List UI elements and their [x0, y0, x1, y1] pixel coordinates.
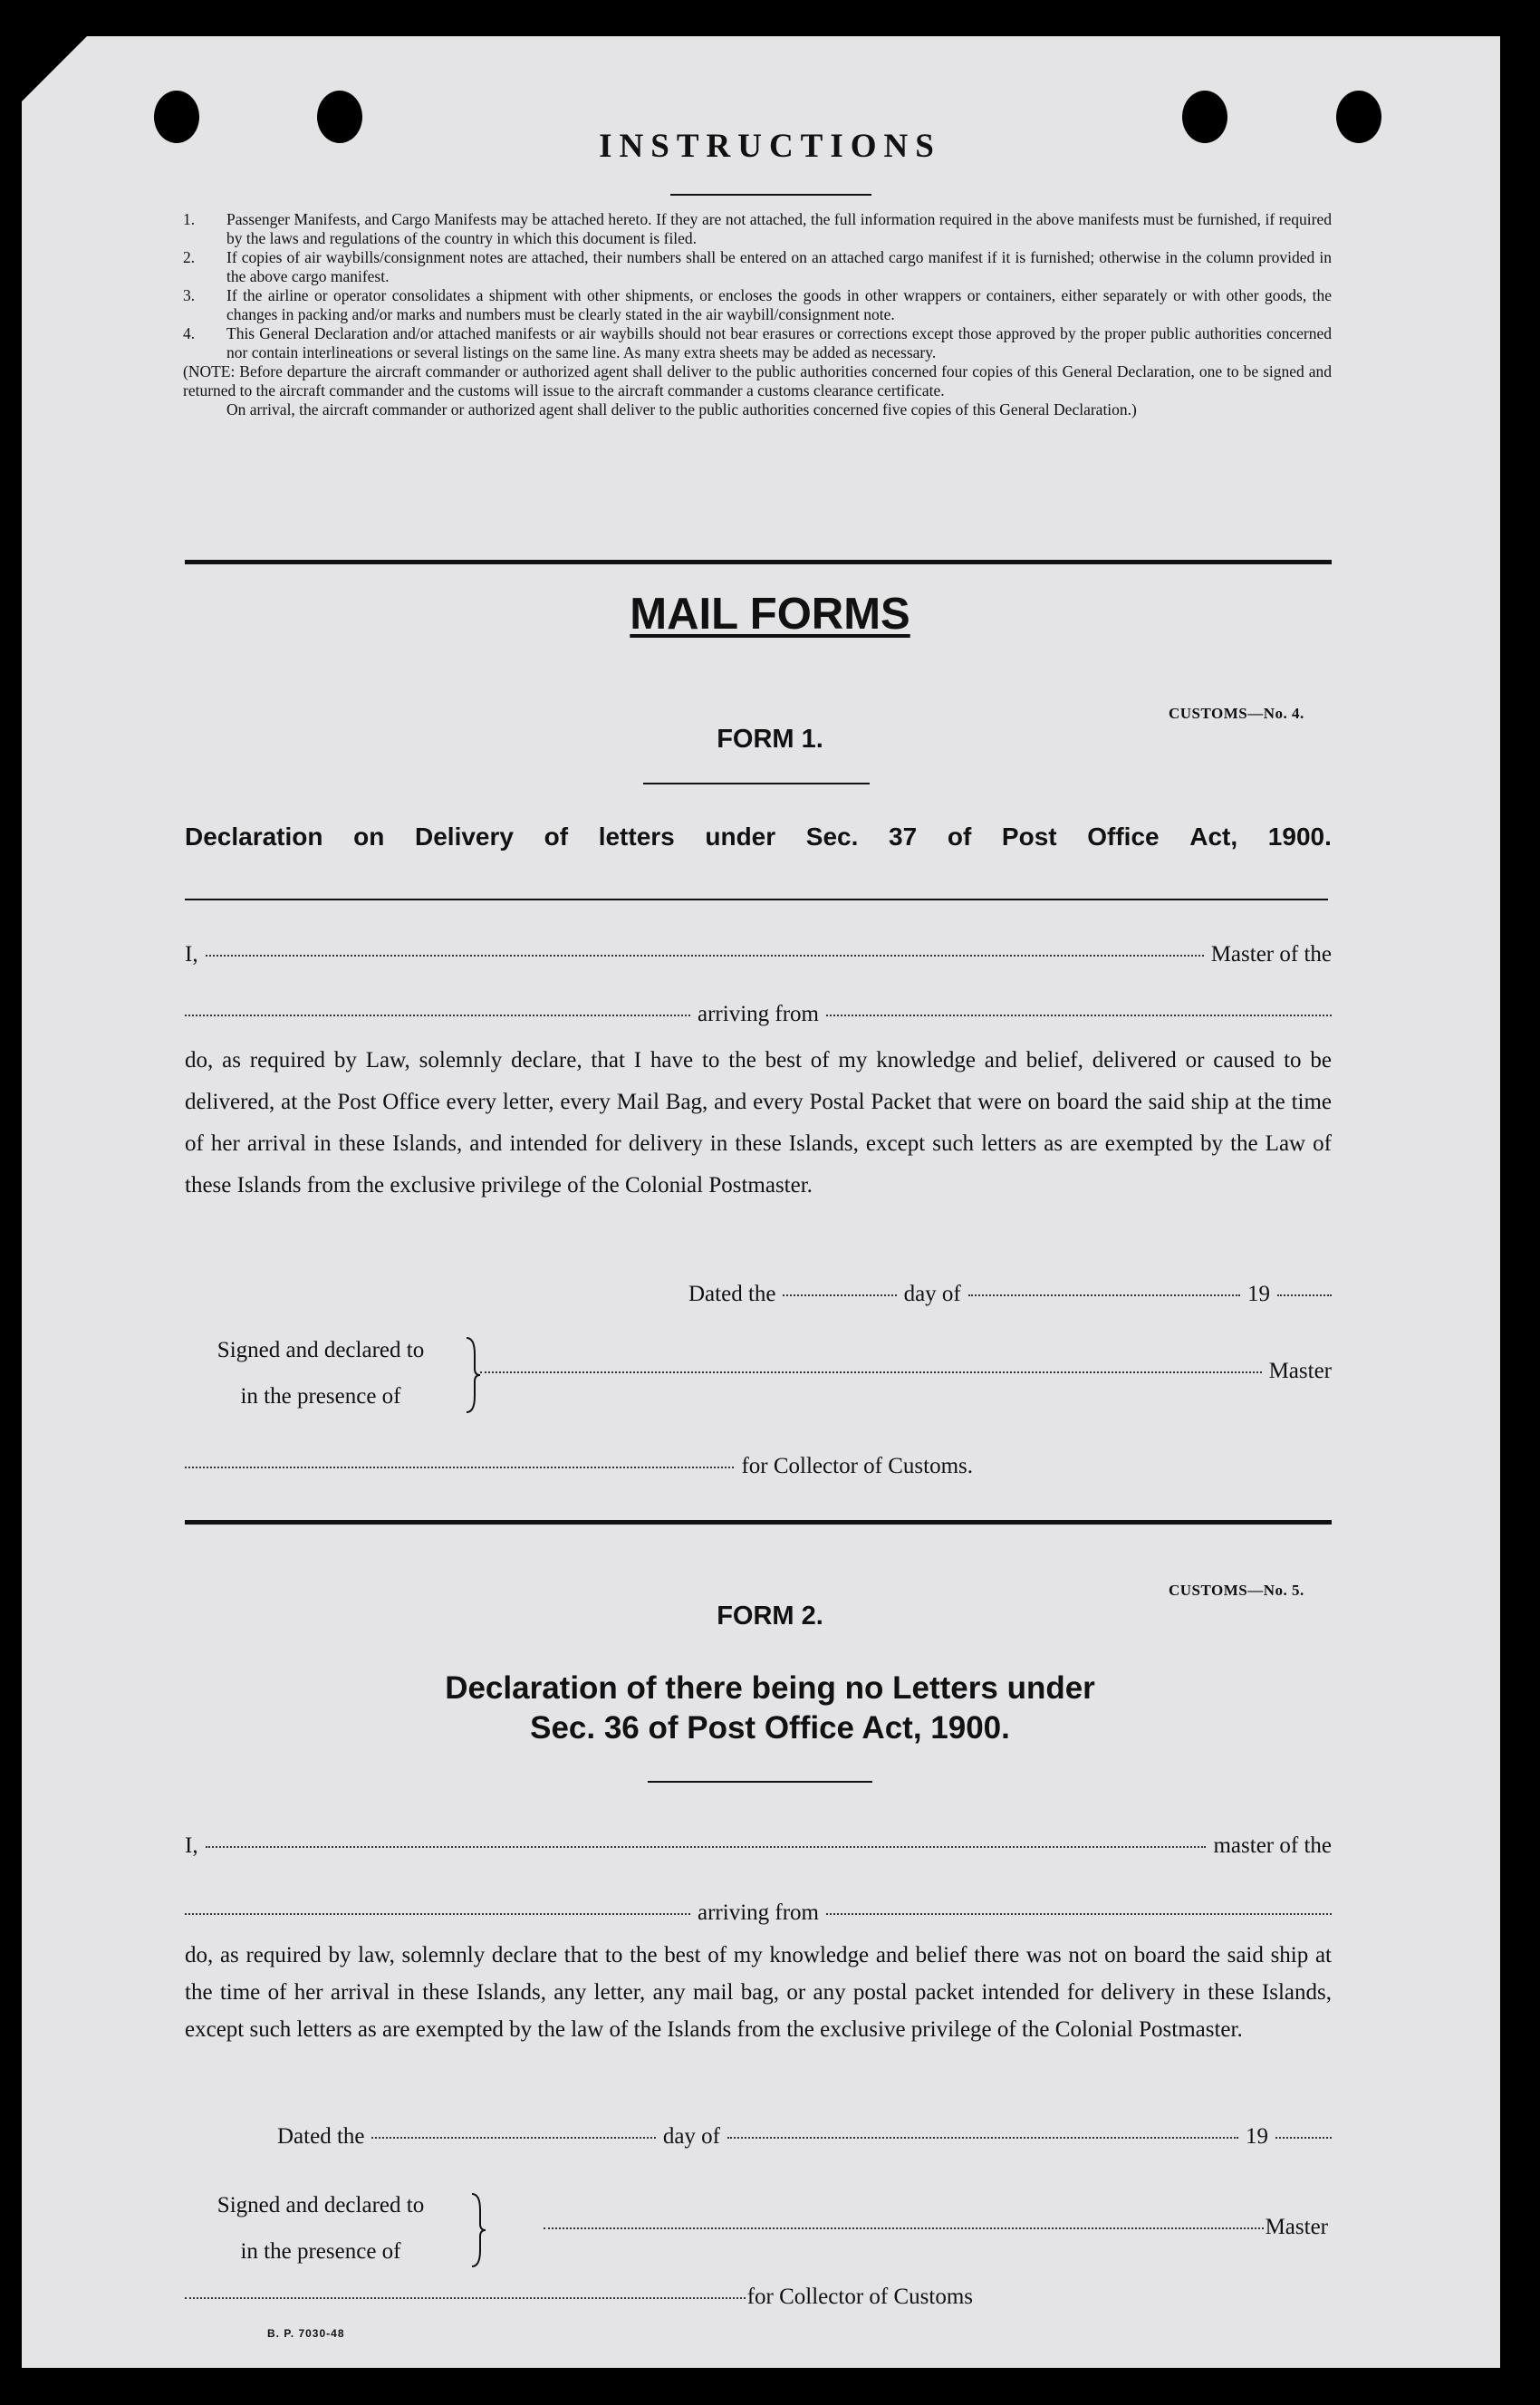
form1-master-label: Master — [1268, 1359, 1332, 1383]
form1-title: FORM 1. — [717, 725, 823, 754]
form2-presence-label: in the presence of — [240, 2239, 401, 2264]
form1-line1-start: I, — [185, 942, 198, 967]
form1-dated-label: Dated the — [688, 1282, 776, 1306]
form1-signed-block — [185, 1327, 457, 1419]
form2-title-underline — [648, 1781, 872, 1783]
form1-declaration-word: Delivery — [415, 823, 514, 851]
form1-declaration-word: Post — [1001, 823, 1057, 851]
footer-form-code: B. P. 7030-48 — [267, 2327, 345, 2340]
form1-arriving-label: arriving from — [698, 1002, 819, 1026]
instruction-number: 1. — [183, 210, 196, 228]
form1-body: do, as required by Law, solemnly declare, that I have to the best of my knowledge and belief, delivered or caused to be delivered, at the Post Office every letter, every Mail Bag, and every Postal Packet that were on board the said ship at the time of her arrival in these Islands, and intended for delivery in these Islands, except such letters as are exempted by the Law of these Islands from the exclusive privilege of the Colonial Postmaster. — [185, 1048, 1332, 1198]
form1-declaration-word: on — [353, 823, 385, 851]
instructions-title: INSTRUCTIONS — [599, 128, 941, 165]
form2-title: FORM 2. — [717, 1602, 823, 1631]
instructions-underline — [670, 194, 871, 196]
form2-signature-field[interactable] — [544, 2227, 1264, 2229]
form1-signed-label: Signed and declared to — [217, 1338, 425, 1362]
form1-presence-label: in the presence of — [240, 1384, 401, 1409]
form2-year-label: 19 — [1246, 2124, 1268, 2149]
form2-arriving-label: arriving from — [698, 1900, 819, 1925]
instruction-text: Passenger Manifests, and Cargo Manifests may be attached hereto. If they are not attached, the full information required in the above manifests must be furnished, if required by the laws and regulations of the country in which this document is filed. — [226, 210, 1332, 247]
instruction-text: If copies of air waybills/consignment notes are attached, their numbers shall be entered on an attached cargo manifest if it is furnished; otherwise in the column provided in the above cargo manifest. — [226, 248, 1332, 285]
mail-forms-heading: MAIL FORMS — [630, 590, 910, 639]
form1-declaration-word: under — [705, 823, 776, 851]
form1-customs-number: CUSTOMS—No. 4. — [1169, 705, 1304, 722]
form1-date-day-field[interactable] — [783, 1294, 896, 1296]
form2-master-line — [185, 1833, 1332, 1859]
form2-brace — [469, 2192, 487, 2268]
form1-declaration-word: Office — [1087, 823, 1160, 851]
instruction-item — [163, 248, 1332, 286]
form1-collector-line — [185, 1454, 973, 1479]
form1-origin-field[interactable] — [826, 1015, 1332, 1016]
form2-collector-line — [185, 2285, 973, 2310]
section-divider-middle — [185, 1520, 1332, 1525]
form2-master-label: Master — [1265, 2215, 1328, 2239]
form2-line1-start: I, — [185, 1833, 198, 1858]
form1-declaration-word: Sec. — [805, 823, 859, 851]
form1-year-field[interactable] — [1277, 1294, 1332, 1296]
form2-name-field[interactable] — [206, 1846, 1207, 1848]
form1-declaration-rule — [185, 899, 1328, 900]
instruction-number: 2. — [183, 248, 196, 266]
form2-dated-line — [277, 2124, 1332, 2150]
form1-title-underline — [643, 783, 870, 784]
form2-date-month-field[interactable] — [727, 2137, 1238, 2139]
form1-ship-field[interactable] — [185, 1015, 690, 1016]
form2-collector-label: for Collector of Customs — [746, 2285, 973, 2309]
instruction-number: 4. — [183, 324, 196, 342]
form2-body: do, as required by law, solemnly declare that to the best of my knowledge and belief there was not on board the said ship at the time of her arrival in these Islands, any letter, any mail bag, or any postal packet intended for delivery in these Islands, except such letters as are exempted by the law of the Islands from the exclusive privilege of the Colonial Postmaster. — [185, 1943, 1332, 2042]
form1-declaration-word: of — [947, 823, 972, 851]
form1-master-line — [185, 942, 1332, 967]
form2-ship-field[interactable] — [185, 1913, 690, 1915]
form2-day-of-label: day of — [662, 2124, 720, 2149]
form1-declaration-word: 37 — [889, 823, 918, 851]
form2-dated-label: Dated the — [277, 2124, 365, 2149]
form1-declaration-word: of — [544, 823, 569, 851]
instruction-item — [163, 286, 1332, 324]
form2-year-field[interactable] — [1275, 2137, 1332, 2139]
form1-line1-end: Master of the — [1210, 942, 1332, 967]
form1-signature-field[interactable] — [480, 1371, 1262, 1373]
form1-collector-field[interactable] — [185, 1467, 734, 1468]
form1-brace — [464, 1336, 482, 1414]
instructions-note: (NOTE: Before departure the aircraft commander or authorized agent shall deliver to the public authorities concerned four copies of this General Declaration, one to be signed and returned to the aircraft commander and the customs will issue to the aircraft commander a customs clearance certificate. — [183, 362, 1332, 399]
instruction-text: This General Declaration and/or attached manifests or air waybills should not bear erasures or corrections except those approved by the proper public authorities concerned nor contain interlineations or several listings on the same line. As many extra sheets may be added as necessary. — [226, 324, 1332, 361]
form2-line1-end: master of the — [1213, 1833, 1332, 1858]
form1-declaration-word: letters — [598, 823, 675, 851]
form1-master-signature-line — [480, 1359, 1332, 1384]
form2-signed-block — [185, 2182, 457, 2275]
instruction-number: 3. — [183, 286, 196, 304]
form2-arriving-line — [185, 1900, 1332, 1926]
form1-declaration-word: Act, — [1189, 823, 1238, 851]
instructions-list — [163, 210, 1332, 419]
instructions-note-continued: On arrival, the aircraft commander or authorized agent shall deliver to the public authorities concerned five copies of this General Declaration.) — [226, 400, 1137, 418]
form2-declaration-line2: Sec. 36 of Post Office Act, 1900. — [530, 1710, 1010, 1746]
form2-master-signature-line — [544, 2215, 1328, 2240]
form1-collector-label: for Collector of Customs. — [741, 1454, 973, 1478]
instruction-text: If the airline or operator consolidates a shipment with other shipments, or encloses the goods in other wrappers or containers, either separately or with other goods, the changes in packing and/or marks and numbers must be clearly stated in the air waybill/consignment note. — [226, 286, 1332, 323]
section-divider-top — [185, 560, 1332, 564]
form1-year-label: 19 — [1247, 1282, 1270, 1306]
form1-date-month-field[interactable] — [968, 1294, 1240, 1296]
form2-origin-field[interactable] — [826, 1913, 1332, 1915]
form1-declaration-word: Declaration — [185, 823, 323, 851]
instruction-item — [163, 210, 1332, 248]
form2-declaration-line1: Declaration of there being no Letters under — [445, 1670, 1095, 1706]
form1-declaration-word: 1900. — [1267, 823, 1332, 851]
form2-declaration-heading — [0, 1669, 1540, 1748]
form1-declaration-heading — [185, 823, 1332, 851]
form1-name-field[interactable] — [206, 955, 1204, 957]
instruction-item — [163, 324, 1332, 362]
form2-customs-number: CUSTOMS—No. 5. — [1169, 1582, 1304, 1599]
form1-arriving-line — [185, 1002, 1332, 1027]
form2-collector-field[interactable] — [185, 2297, 746, 2299]
form2-signed-label: Signed and declared to — [217, 2193, 425, 2217]
form1-dated-line — [688, 1282, 1332, 1307]
form2-date-day-field[interactable] — [371, 2137, 655, 2139]
form1-day-of-label: day of — [903, 1282, 961, 1306]
